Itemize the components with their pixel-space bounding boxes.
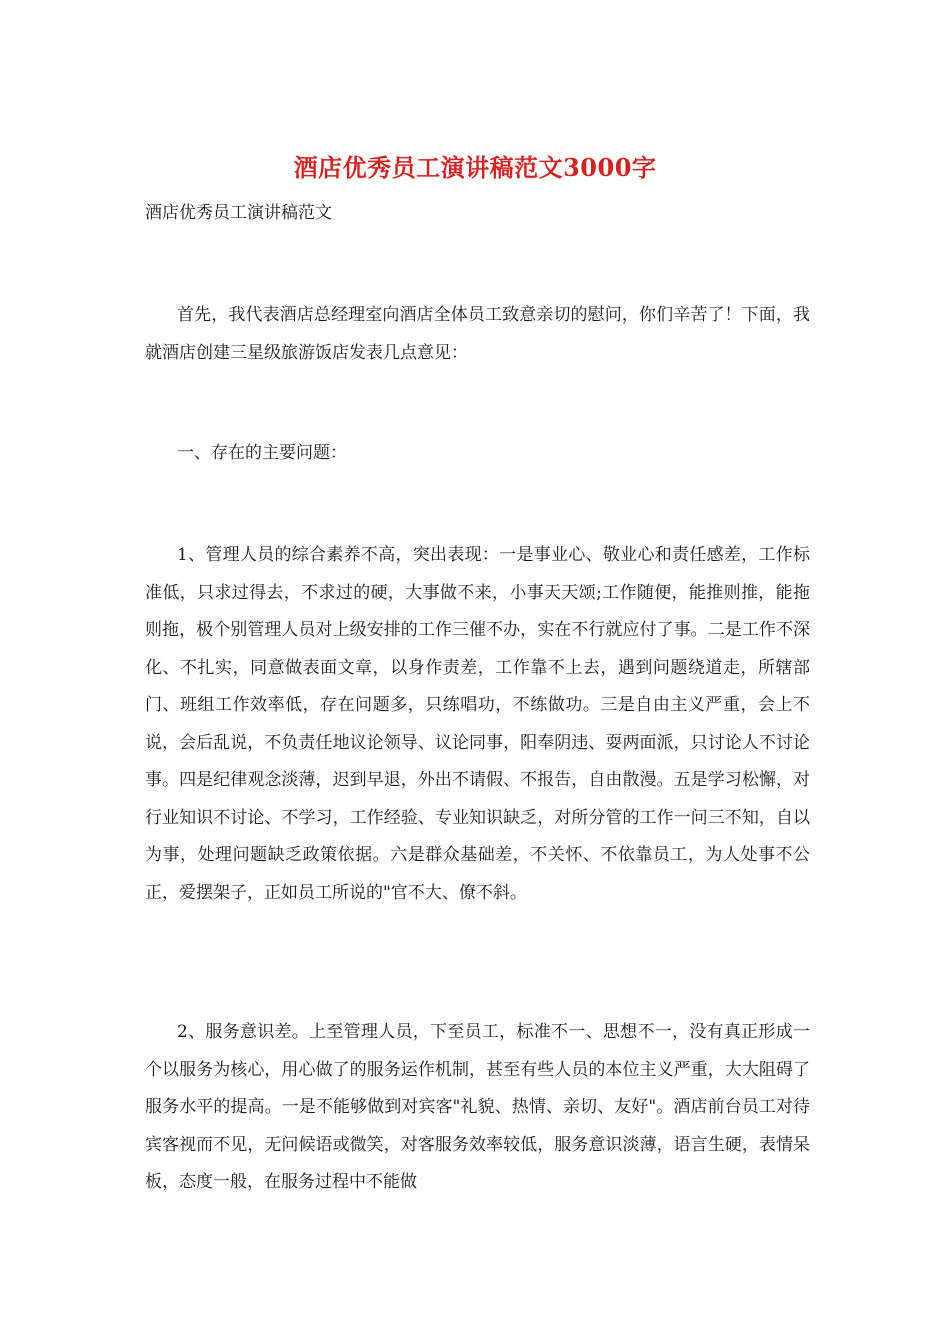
- point-one-paragraph: 1、管理人员的综合素养不高，突出表现：一是事业心、敬业心和责任感差，工作标准低，只求过得去，不求过的硬，大事做不来，小事天天颂;工作随便，能推则推，能拖则拖，极个别管理人员对上级安排的工作三催不办，实在不行就应付了事。二是工作不深化、不扎实，同意做表面文章，以身作责差，工作靠不上去，遇到问题绕道走，所辖部门、班组工作效率低，存在问题多，只练唱功，不练做功。三是自由主义严重，会上不说，会后乱说，不负责任地议论领导、议论同事，阳奉阴违、耍两面派，只讨论人不讨论事。四是纪律观念淡薄，迟到早退，外出不请假、不报告，自由散漫。五是学习松懈，对行业知识不讨论、不学习，工作经验、专业知识缺乏，对所分管的工作一问三不知，自以为事，处理问题缺乏政策依据。六是群众基础差，不关怀、不依靠员工，为人处事不公正，爱摆架子，正如员工所说的"官不大、僚不斜。: [145, 545, 810, 903]
- document-title: 酒店优秀员工演讲稿范文3000字: [293, 153, 657, 182]
- section-heading: 一、存在的主要问题：: [177, 443, 347, 463]
- intro-paragraph: 首先，我代表酒店总经理室向酒店全体员工致意亲切的慰问，你们辛苦了！下面，我就酒店创建三星级旅游饭店发表几点意见：: [145, 305, 810, 363]
- document-subtitle: 酒店优秀员工演讲稿范文: [145, 203, 332, 223]
- point-two-paragraph: 2、服务意识差。上至管理人员，下至员工，标准不一、思想不一，没有真正形成一个以服务为核心，用心做了的服务运作机制，甚至有些人员的本位主义严重，大大阻碍了服务水平的提高。一是不能够做到对宾客"礼貌、热情、亲切、友好"。酒店前台员工对待宾客视而不见，无问候语或微笑，对客服务效率较低，服务意识淡薄，语言生硬，表情呆板，态度一般，在服务过程中不能做: [145, 1022, 810, 1192]
